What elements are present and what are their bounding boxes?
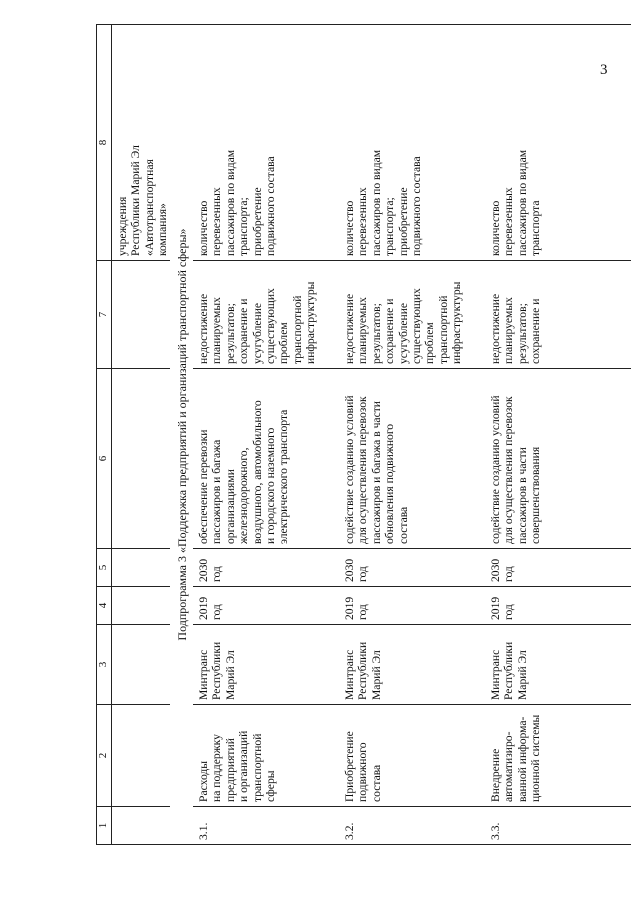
header-cell: 1 [97,807,112,845]
non-implementation-consequences-line: проблем [423,322,437,364]
related-indicators-cell [339,25,485,261]
non-implementation-consequences-line: сохранение и [529,298,543,364]
non-implementation-consequences-line: сохранение и [237,298,251,364]
non-implementation-consequences-line: недостижение [197,293,211,364]
related-indicators-line: перевезенных [210,187,224,256]
start-year-line: год [502,604,516,620]
executor-line: Республики [210,641,224,700]
end-year-line: 2030 [489,558,503,582]
related-indicators-line: пассажиров по видам [369,149,383,256]
start-year-line: год [210,604,224,620]
executor-line: Марий Эл [223,650,237,700]
measures-table [96,24,631,845]
executor-line: Марий Эл [515,650,529,700]
start-year-line: 2019 [489,596,503,620]
expected-result-line: пассажиров и багажа [210,439,224,544]
non-implementation-consequences-line: планируемых [356,297,370,364]
measure-name-line: состава [369,764,383,802]
table-row [193,25,339,845]
measure-name-line: Приобретение [343,731,357,802]
non-implementation-consequences-line: результатов; [515,303,529,364]
end-year-cell [193,549,339,587]
measure-name-line: автоматизиро- [502,731,516,802]
measure-name-line: на поддержку [210,734,224,802]
page-number: 3 [600,62,608,78]
header-cell: 2 [97,705,112,807]
expected-result-line: совершенствования [529,446,543,544]
table-row [485,25,631,845]
header-cell: 3 [97,625,112,705]
executor-line: Минтранс [197,649,211,700]
executor-line: Минтранс [489,649,503,700]
expected-result-line: для осуществления перевозок [502,396,516,544]
end-year-line: год [502,566,516,582]
subprogram-row [170,25,193,845]
expected-result-line: и городского наземного [264,427,278,544]
header-cell: 8 [97,25,112,261]
non-implementation-consequences-line: усугубление [250,302,264,364]
continuation-row [112,25,170,845]
expected-result-line: состава [396,506,410,544]
row-number-cell: 3.1. [193,807,339,845]
related-indicators-cell [485,25,631,261]
header-cell: 4 [97,587,112,625]
executor-line: Минтранс [343,649,357,700]
start-year-cell [339,587,485,625]
related-indicators-line: транспорта; [237,197,251,256]
start-year-line: год [356,604,370,620]
measure-name-cell [485,705,631,807]
expected-result-cell [339,369,485,549]
related-indicators-line: транспорта; [383,197,397,256]
non-implementation-consequences-line: существующих [410,288,424,364]
non-implementation-consequences-line: транспортной [436,295,450,364]
measure-name-cell [193,705,339,807]
measure-name-line: и организаций [237,730,251,802]
non-implementation-consequences-line: недостижение [489,293,503,364]
non-implementation-consequences-line: планируемых [210,297,224,364]
related-indicators-line: подвижного состава [264,156,278,256]
measure-name-line: Внедрение [489,748,503,802]
header-cell: 7 [97,261,112,369]
executor-line: Республики [356,641,370,700]
related-indicators-line: подвижного состава [410,156,424,256]
column-number-header-row [97,25,112,845]
table-row [339,25,485,845]
non-implementation-consequences-line: усугубление [396,302,410,364]
executor-cell [339,625,485,705]
measure-name-line: сферы [264,770,278,802]
related-indicators-line: количество [489,200,503,256]
related-indicators-line: пассажиров по видам [515,149,529,256]
measure-name-line: предприятий [223,738,237,802]
expected-result-line: воздушного, автомобильного [250,400,264,544]
expected-result-line: содействие созданию условий [343,395,357,544]
related-indicators-cell [193,25,339,261]
non-implementation-consequences-cell [339,261,485,369]
end-year-line: год [356,566,370,582]
non-implementation-consequences-line: инфраструктуры [304,281,318,364]
row-number-cell: 3.3. [485,807,631,845]
expected-result-line: обновления подвижного [383,423,397,544]
measure-name-line: ционной системы [529,714,543,802]
end-year-line: год [210,566,224,582]
start-year-line: 2019 [343,596,357,620]
measure-name-line: Расходы [197,760,211,802]
non-implementation-consequences-line: транспортной [290,295,304,364]
row-number-cell: 3.2. [339,807,485,845]
rotated-table-sheet [96,25,636,845]
measure-name-line: ванной информа- [515,716,529,802]
executor-cell [193,625,339,705]
measure-name-line: подвижного [356,742,370,802]
start-year-cell [485,587,631,625]
subprogram-title: Подпрограмма 3 «Поддержка предприятий и организаций транспортной сферы» [170,25,193,845]
non-implementation-consequences-line: сохранение и [383,298,397,364]
end-year-line: 2030 [343,558,357,582]
measure-name-line: транспортной [250,733,264,802]
end-year-cell [339,549,485,587]
expected-result-line: электрического транспорта [277,409,291,544]
expected-result-line: содействие созданию условий [489,395,503,544]
executor-line: Марий Эл [369,650,383,700]
related-indicators-line: приобретение [396,187,410,256]
executor-cell [485,625,631,705]
expected-result-line: пассажиров в части [515,447,529,544]
related-indicators-line: транспорта [529,200,543,256]
start-year-cell [193,587,339,625]
non-implementation-consequences-line: недостижение [343,293,357,364]
non-implementation-consequences-line: результатов; [223,303,237,364]
end-year-line: 2030 [197,558,211,582]
expected-result-cell [485,369,631,549]
expected-result-line: обеспечение перевозки [197,429,211,544]
non-implementation-consequences-cell [193,261,339,369]
executor-line: Республики [502,641,516,700]
measures-rows [193,25,631,845]
start-year-line: 2019 [197,596,211,620]
expected-result-line: организациями [223,469,237,544]
header-cell: 6 [97,369,112,549]
related-indicators-line: пассажиров по видам [223,149,237,256]
expected-result-line: для осуществления перевозок [356,396,370,544]
related-indicators-line: перевезенных [356,187,370,256]
end-year-cell [485,549,631,587]
non-implementation-consequences-cell [485,261,631,369]
non-implementation-consequences-line: планируемых [502,297,516,364]
expected-result-line: железнодорожного, [237,447,251,544]
non-implementation-consequences-line: результатов; [369,303,383,364]
continuation-text: учреждения Республики Марий Эл «Автотранспортная компания» [112,25,170,261]
expected-result-line: пассажиров и багажа в части [369,401,383,544]
related-indicators-line: перевезенных [502,187,516,256]
related-indicators-line: количество [343,200,357,256]
expected-result-cell [193,369,339,549]
non-implementation-consequences-line: проблем [277,322,291,364]
related-indicators-line: приобретение [250,187,264,256]
non-implementation-consequences-line: существующих [264,288,278,364]
measure-name-cell [339,705,485,807]
header-cell: 5 [97,549,112,587]
non-implementation-consequences-line: инфраструктуры [450,281,464,364]
related-indicators-line: количество [197,200,211,256]
